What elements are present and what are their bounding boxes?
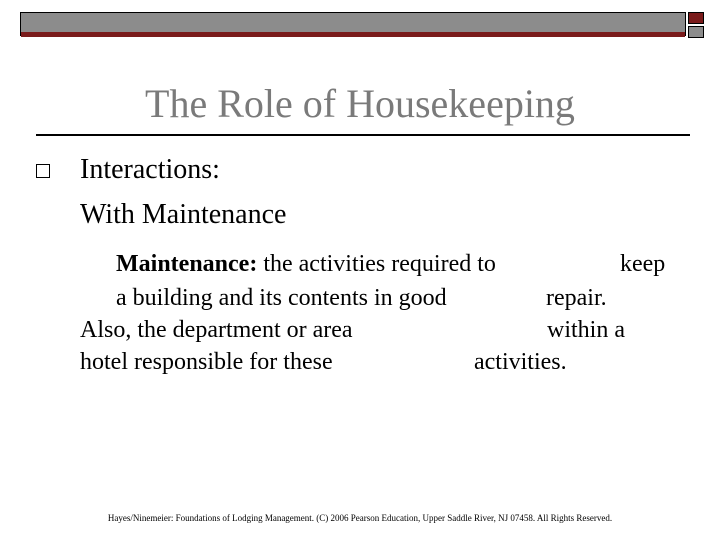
definition-line-1	[116, 249, 496, 279]
hollow-square-bullet-icon	[36, 164, 50, 178]
copyright-footer: Hayes/Ninemeier: Foundations of Lodging Management. (C) 2006 Pearson Education, Upper Saddle River, NJ 07458. All Rights Reserved.	[107, 513, 613, 523]
definition-line-1-end: keep	[620, 251, 666, 277]
definition-line-1-text: the activities required to	[257, 251, 496, 277]
definition-line-3-end: within a	[547, 317, 625, 343]
definition-line-4-end: activities.	[474, 349, 567, 375]
definition-line-2-end: repair.	[546, 285, 607, 311]
header-decoration-square-top	[688, 12, 704, 24]
title-divider	[36, 134, 690, 136]
header-decoration-bar	[20, 12, 686, 36]
header-decoration-square-bottom	[688, 26, 704, 38]
bullet-heading: Interactions:	[80, 154, 220, 185]
definition-line-3: Also, the department or area	[80, 317, 353, 343]
definition-line-2: a building and its contents in good	[116, 285, 447, 311]
header-decoration-stripe	[21, 32, 685, 37]
bullet-subheading: With Maintenance	[80, 199, 287, 230]
slide-title: The Role of Housekeeping	[145, 81, 575, 126]
definition-line-4: hotel responsible for these	[80, 349, 333, 375]
definition-term: Maintenance:	[116, 251, 258, 277]
